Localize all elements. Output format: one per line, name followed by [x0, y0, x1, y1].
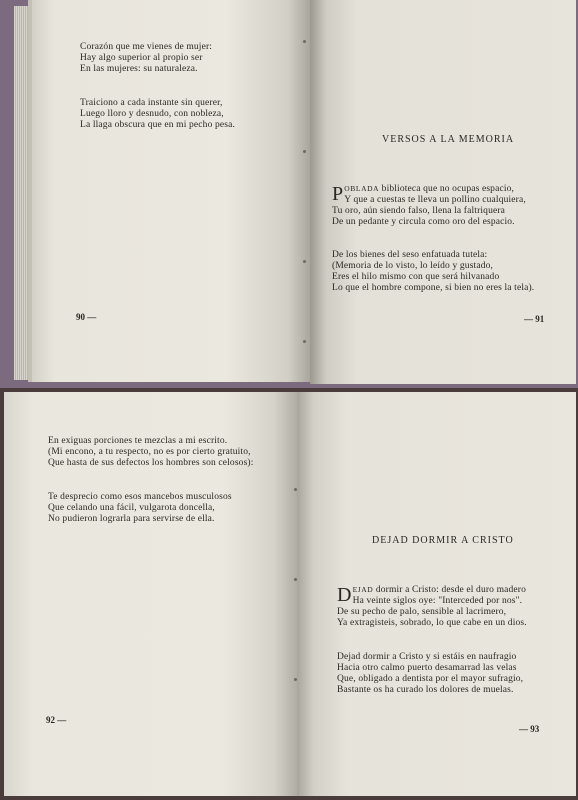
binding-stitch [303, 150, 306, 153]
binding-stitch [294, 488, 297, 491]
verse-line: Que celando una fácil, vulgarota doncella, [48, 503, 215, 513]
verse-line: Ha veinte siglos oye: "Interceded por nos". [352, 596, 523, 606]
page-90-stanza-2 [80, 98, 235, 131]
binding-stitch [303, 260, 306, 263]
verse-line: Luego lloro y desnudo, con nobleza, [80, 109, 224, 119]
verse-line: Bastante os ha curado los dolores de muelas. [337, 685, 514, 695]
verse-line: Ya extragisteis, sobrado, lo que cabe en un dios. [337, 618, 527, 628]
poem-title: DEJAD DORMIR A CRISTO [372, 535, 514, 546]
verse-line: Tu oro, aún siendo falso, llena la faltriquera [332, 206, 506, 216]
binding-stitch [303, 340, 306, 343]
small-caps-word: OBLADA [344, 184, 380, 193]
verse-line: Hacia otro calmo puerto desamarrad las velas [337, 663, 517, 673]
verse-line: (Memoria de lo visto, lo leído y gustado, [332, 261, 494, 271]
page-91 [310, 0, 576, 384]
verse-line-rest: biblioteca que no ocupas espacio, [379, 184, 515, 194]
verse-line: Dejad dormir a Cristo y si estáis en naufragio [337, 652, 517, 662]
page-93 [297, 392, 576, 796]
drop-cap: P [332, 183, 344, 205]
book-spread-bottom [0, 388, 578, 800]
verse-line: De su pecho de palo, sensible al lacrimero, [337, 607, 507, 617]
poem-title: VERSOS A LA MEMORIA [382, 134, 515, 145]
page-number: — 91 [524, 314, 545, 324]
verse-line: Y que a cuestas te lleva un pollino cualquiera, [344, 195, 526, 205]
binding-stitch [294, 578, 297, 581]
verse-line: En exiguas porciones te mezclas a mi escrito. [48, 436, 228, 446]
page-number: 90 — [76, 312, 97, 322]
page-number: 92 — [46, 715, 67, 725]
page-92 [4, 392, 297, 796]
page-91-stanza-2 [332, 250, 534, 294]
small-caps-word: EJAD [352, 585, 374, 594]
verse-line: Lo que el hombre compone, si bien no eres la tela). [332, 283, 535, 293]
binding-stitch [294, 678, 297, 681]
verse-line: De los bienes del seso enfatuada tutela: [332, 250, 488, 260]
binding-stitch [303, 40, 306, 43]
page-91-stanza-1 [332, 183, 524, 228]
verse-line: Traiciono a cada instante sin querer, [80, 98, 223, 108]
verse-line: Corazón que me vienes de mujer: [80, 42, 213, 52]
verse-line: Eres el hilo mismo con que será hilvanado [332, 272, 500, 282]
book-spread-top [0, 0, 578, 388]
verse-line: De un pedante y circula como oro del espacio. [332, 217, 515, 227]
verse-line: Que, obligado a dentista por el mayor sufragio, [337, 674, 524, 684]
drop-cap: D [337, 584, 352, 606]
verse-line: Hay algo superior al propio ser [80, 53, 203, 63]
page-90 [28, 0, 310, 382]
page-92-stanza-1 [48, 436, 254, 469]
verse-line: (Mi encono, a tu respecto, no es por cierto gratuito, [48, 447, 251, 457]
verse-line: Que hasta de sus defectos los hombres son celosos): [48, 458, 254, 468]
page-number: — 93 [519, 724, 540, 734]
verse-line-rest: dormir a Cristo: desde el duro madero [373, 585, 526, 595]
verse-line: No pudieron lograrla para servirse de ella. [48, 514, 215, 524]
verse-line: En las mujeres: su naturaleza. [80, 64, 198, 74]
verse-line: Te desprecio como esos mancebos musculosos [48, 492, 232, 502]
page-90-stanza-1 [80, 42, 212, 75]
page-93-stanza-2 [337, 652, 523, 696]
page-93-stanza-1 [337, 584, 527, 629]
page-92-stanza-2 [48, 492, 232, 525]
verse-line: La llaga obscura que en mi pecho pesa. [80, 120, 236, 130]
